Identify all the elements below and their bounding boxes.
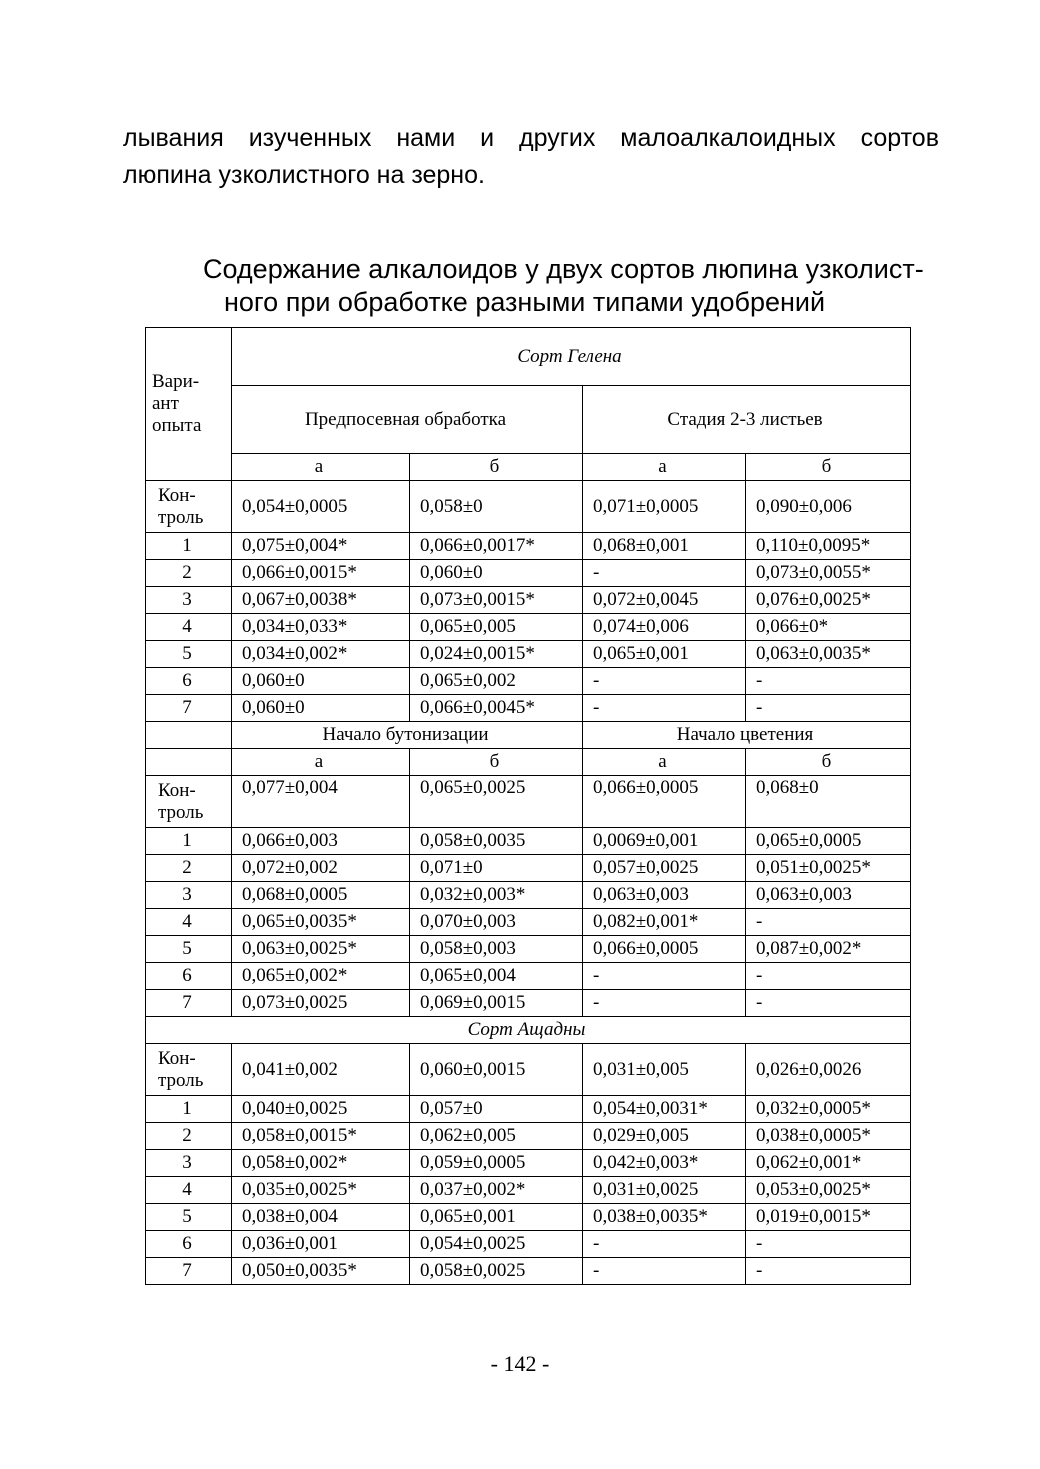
value-cell: 0,026±0,0026	[746, 1044, 911, 1096]
value-cell: 0,037±0,002*	[410, 1177, 583, 1204]
sub-header-b: б	[410, 749, 583, 776]
table-row	[146, 776, 911, 828]
table-row	[146, 1177, 911, 1204]
value-cell: 0,053±0,0025*	[746, 1177, 911, 1204]
value-cell: -	[583, 1258, 746, 1285]
table-row	[146, 1258, 911, 1285]
value-cell: 0,032±0,003*	[410, 882, 583, 909]
cultivar-header-gelena: Сорт Гелена	[232, 328, 911, 386]
value-cell: 0,058±0,002*	[232, 1150, 410, 1177]
header-row	[146, 749, 911, 776]
caption-line-2: ного при обработке разными типами удобрений	[224, 287, 826, 317]
value-cell: 0,074±0,006	[583, 614, 746, 641]
value-cell: 0,059±0,0005	[410, 1150, 583, 1177]
value-cell: 0,066±0*	[746, 614, 911, 641]
value-cell: -	[746, 1258, 911, 1285]
table-row	[146, 1096, 911, 1123]
value-cell: 0,065±0,004	[410, 963, 583, 990]
value-cell: -	[583, 695, 746, 722]
value-cell: 0,057±0,0025	[583, 855, 746, 882]
value-cell: 0,067±0,0038*	[232, 587, 410, 614]
value-cell: 0,038±0,0005*	[746, 1123, 911, 1150]
variant-cell: 6	[146, 963, 232, 990]
value-cell: 0,090±0,006	[746, 481, 911, 533]
value-cell: 0,050±0,0035*	[232, 1258, 410, 1285]
value-cell: -	[583, 668, 746, 695]
value-cell: 0,066±0,0045*	[410, 695, 583, 722]
value-cell: 0,057±0	[410, 1096, 583, 1123]
table-row	[146, 668, 911, 695]
value-cell: 0,082±0,001*	[583, 909, 746, 936]
value-cell: 0,071±0,0005	[583, 481, 746, 533]
header-row	[146, 722, 911, 749]
paragraph-line-2: люпина узколистного на зерно.	[123, 161, 485, 189]
value-cell: 0,058±0,0025	[410, 1258, 583, 1285]
value-cell: 0,063±0,0025*	[232, 936, 410, 963]
value-cell: 0,066±0,0005	[583, 936, 746, 963]
table-row	[146, 695, 911, 722]
value-cell: 0,038±0,0035*	[583, 1204, 746, 1231]
sub-header-a: а	[583, 454, 746, 481]
value-cell: 0,066±0,0005	[583, 776, 746, 828]
table-row	[146, 990, 911, 1017]
value-cell: 0,060±0,0015	[410, 1044, 583, 1096]
stage-header-flowering: Начало цветения	[583, 722, 911, 749]
value-cell: 0,058±0	[410, 481, 583, 533]
variant-cell: 7	[146, 990, 232, 1017]
stage-header-leaves: Стадия 2-3 листьев	[583, 386, 911, 454]
value-cell: 0,058±0,0015*	[232, 1123, 410, 1150]
value-cell: 0,065±0,001	[583, 641, 746, 668]
value-cell: 0,066±0,003	[232, 828, 410, 855]
value-cell: 0,073±0,0055*	[746, 560, 911, 587]
page-number: - 142 -	[490, 1351, 550, 1376]
header-row	[146, 1017, 911, 1044]
variant-cell: 5	[146, 936, 232, 963]
value-cell: 0,054±0,0025	[410, 1231, 583, 1258]
table-row	[146, 909, 911, 936]
value-cell: 0,065±0,005	[410, 614, 583, 641]
table-row	[146, 560, 911, 587]
variant-cell: 5	[146, 641, 232, 668]
alkaloid-table	[145, 327, 911, 1285]
value-cell: 0,063±0,0035*	[746, 641, 911, 668]
value-cell: 0,029±0,005	[583, 1123, 746, 1150]
variant-cell: Кон- троль	[146, 776, 232, 828]
value-cell: 0,073±0,0015*	[410, 587, 583, 614]
value-cell: -	[583, 560, 746, 587]
value-cell: 0,041±0,002	[232, 1044, 410, 1096]
value-cell: 0,065±0,0005	[746, 828, 911, 855]
value-cell: 0,040±0,0025	[232, 1096, 410, 1123]
empty-cell	[146, 749, 232, 776]
sub-header-b: б	[410, 454, 583, 481]
value-cell: 0,038±0,004	[232, 1204, 410, 1231]
table-row	[146, 587, 911, 614]
value-cell: 0,110±0,0095*	[746, 533, 911, 560]
value-cell: 0,068±0,001	[583, 533, 746, 560]
cultivar-header-ashchadny: Сорт Ащадны	[146, 1017, 911, 1044]
variant-cell: 6	[146, 668, 232, 695]
variant-header: Вари- ант опыта	[146, 328, 232, 481]
table-row	[146, 1150, 911, 1177]
table-row	[146, 481, 911, 533]
value-cell: -	[583, 990, 746, 1017]
value-cell: 0,063±0,003	[746, 882, 911, 909]
value-cell: 0,073±0,0025	[232, 990, 410, 1017]
value-cell: 0,062±0,005	[410, 1123, 583, 1150]
sub-header-a: а	[583, 749, 746, 776]
variant-cell: 4	[146, 614, 232, 641]
value-cell: 0,076±0,0025*	[746, 587, 911, 614]
value-cell: 0,065±0,001	[410, 1204, 583, 1231]
value-cell: -	[746, 668, 911, 695]
value-cell: 0,0069±0,001	[583, 828, 746, 855]
table-row	[146, 614, 911, 641]
table-row	[146, 533, 911, 560]
table-row	[146, 1204, 911, 1231]
variant-cell: 7	[146, 695, 232, 722]
value-cell: 0,019±0,0015*	[746, 1204, 911, 1231]
value-cell: 0,065±0,002	[410, 668, 583, 695]
value-cell: 0,042±0,003*	[583, 1150, 746, 1177]
value-cell: 0,071±0	[410, 855, 583, 882]
table-row	[146, 855, 911, 882]
value-cell: 0,068±0,0005	[232, 882, 410, 909]
table-row	[146, 641, 911, 668]
value-cell: 0,065±0,0025	[410, 776, 583, 828]
sub-header-b: б	[746, 454, 911, 481]
body-paragraph	[123, 120, 939, 194]
value-cell: 0,031±0,005	[583, 1044, 746, 1096]
value-cell: 0,035±0,0025*	[232, 1177, 410, 1204]
variant-cell: 5	[146, 1204, 232, 1231]
table-row	[146, 1044, 911, 1096]
sub-header-a: а	[232, 749, 410, 776]
variant-cell: 3	[146, 587, 232, 614]
variant-cell: 1	[146, 533, 232, 560]
value-cell: -	[746, 695, 911, 722]
value-cell: 0,058±0,003	[410, 936, 583, 963]
value-cell: 0,060±0	[410, 560, 583, 587]
value-cell: 0,087±0,002*	[746, 936, 911, 963]
variant-cell: 3	[146, 882, 232, 909]
variant-cell: 4	[146, 1177, 232, 1204]
value-cell: -	[746, 963, 911, 990]
sub-header-b: б	[746, 749, 911, 776]
variant-cell: 6	[146, 1231, 232, 1258]
value-cell: 0,063±0,003	[583, 882, 746, 909]
value-cell: 0,077±0,004	[232, 776, 410, 828]
variant-cell: 1	[146, 1096, 232, 1123]
variant-cell: Кон- троль	[146, 481, 232, 533]
table-row	[146, 1231, 911, 1258]
paragraph-line-1: лывания изученных нами и других малоалкалоидных сортов	[123, 124, 939, 152]
value-cell: 0,051±0,0025*	[746, 855, 911, 882]
variant-cell: 1	[146, 828, 232, 855]
value-cell: 0,062±0,001*	[746, 1150, 911, 1177]
value-cell: 0,069±0,0015	[410, 990, 583, 1017]
stage-header-presowing: Предпосевная обработка	[232, 386, 583, 454]
value-cell: 0,024±0,0015*	[410, 641, 583, 668]
value-cell: 0,066±0,0015*	[232, 560, 410, 587]
empty-cell	[146, 722, 232, 749]
variant-cell: 7	[146, 1258, 232, 1285]
value-cell: 0,054±0,0031*	[583, 1096, 746, 1123]
variant-cell: 2	[146, 1123, 232, 1150]
variant-cell: 2	[146, 560, 232, 587]
value-cell: -	[746, 1231, 911, 1258]
value-cell: 0,065±0,002*	[232, 963, 410, 990]
value-cell: -	[583, 963, 746, 990]
value-cell: 0,032±0,0005*	[746, 1096, 911, 1123]
table-row	[146, 882, 911, 909]
table-row	[146, 963, 911, 990]
table-row	[146, 828, 911, 855]
value-cell: -	[746, 909, 911, 936]
value-cell: 0,075±0,004*	[232, 533, 410, 560]
table-row	[146, 1123, 911, 1150]
table-row	[146, 936, 911, 963]
value-cell: 0,065±0,0035*	[232, 909, 410, 936]
table-caption	[150, 253, 980, 319]
stage-header-budding: Начало бутонизации	[232, 722, 583, 749]
value-cell: 0,060±0	[232, 668, 410, 695]
value-cell: 0,066±0,0017*	[410, 533, 583, 560]
value-cell: 0,072±0,002	[232, 855, 410, 882]
variant-cell: 2	[146, 855, 232, 882]
variant-cell: 4	[146, 909, 232, 936]
value-cell: 0,034±0,002*	[232, 641, 410, 668]
sub-header-a: а	[232, 454, 410, 481]
value-cell: 0,054±0,0005	[232, 481, 410, 533]
variant-cell: Кон- троль	[146, 1044, 232, 1096]
value-cell: 0,036±0,001	[232, 1231, 410, 1258]
value-cell: 0,060±0	[232, 695, 410, 722]
value-cell: 0,031±0,0025	[583, 1177, 746, 1204]
caption-line-1: Содержание алкалоидов у двух сортов люпина узколист-	[203, 254, 924, 284]
value-cell: 0,058±0,0035	[410, 828, 583, 855]
value-cell: 0,034±0,033*	[232, 614, 410, 641]
value-cell: -	[746, 990, 911, 1017]
value-cell: 0,070±0,003	[410, 909, 583, 936]
value-cell: 0,072±0,0045	[583, 587, 746, 614]
value-cell: -	[583, 1231, 746, 1258]
variant-cell: 3	[146, 1150, 232, 1177]
value-cell: 0,068±0	[746, 776, 911, 828]
